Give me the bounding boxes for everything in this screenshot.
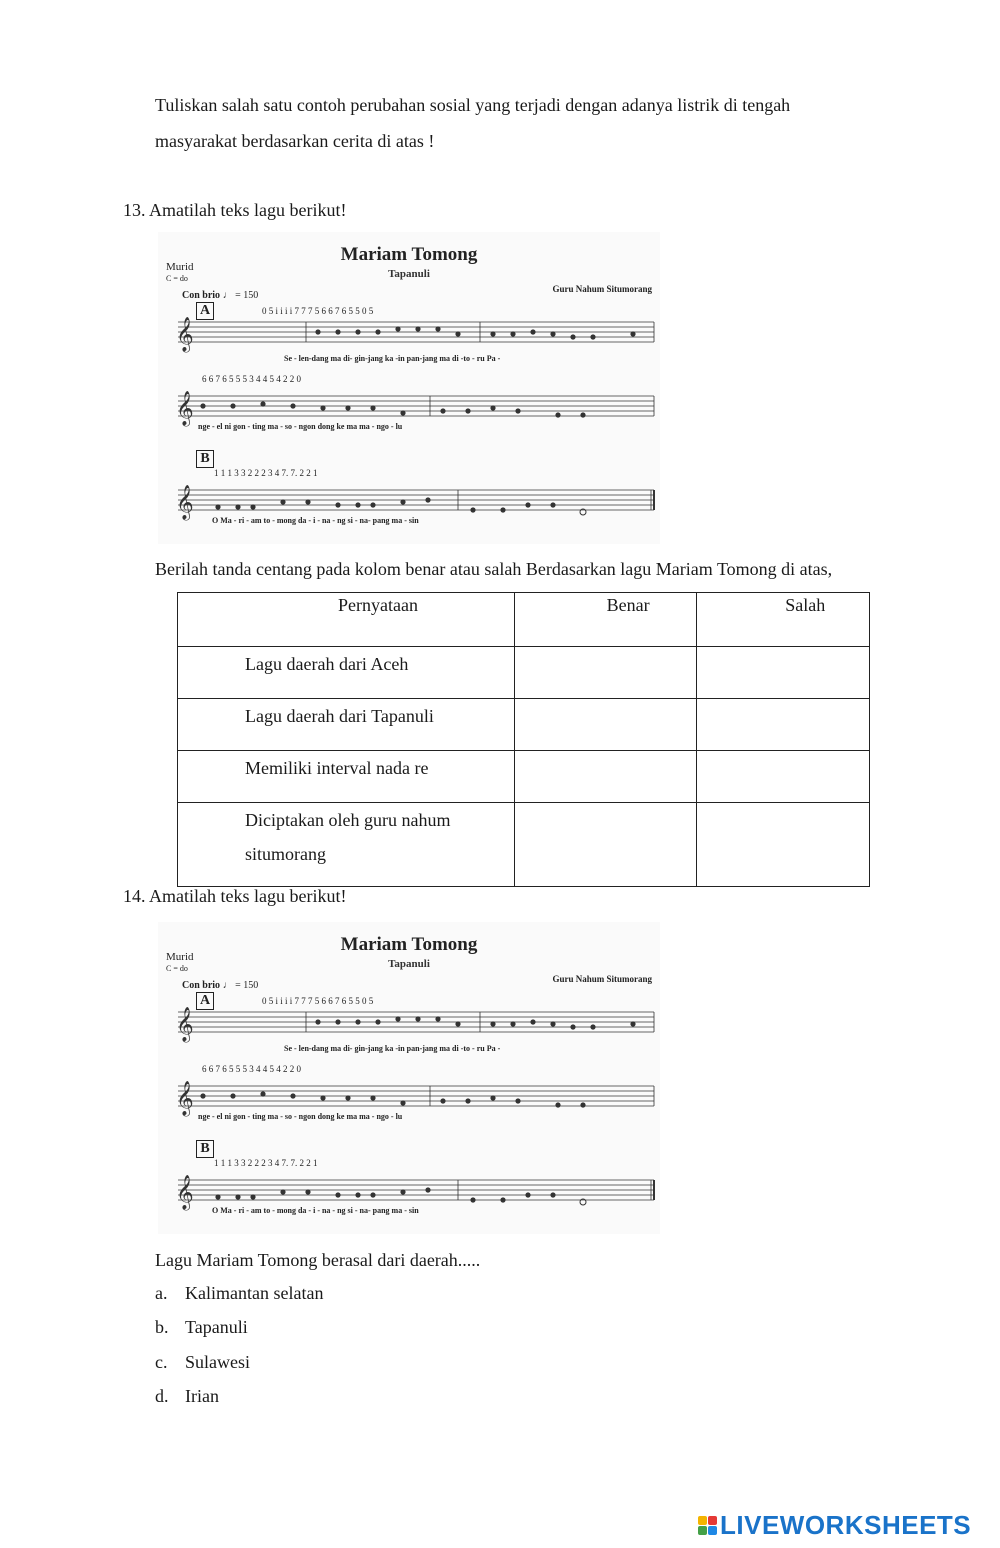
- option-text: Tapanuli: [185, 1317, 248, 1337]
- score-row2-lyrics: nge - el ni gon - ting ma - so - ngon dong ke ma ma - ngo - lu: [198, 1112, 403, 1121]
- statement-text: Lagu daerah dari Tapanuli: [245, 706, 434, 726]
- score-row3-numbers: 1 1 1 3 3 2 2 2 3 4 7. 7. 2 2 1: [214, 1158, 318, 1168]
- table-header-row: [178, 593, 870, 647]
- option-d[interactable]: [155, 1386, 219, 1407]
- score-tempo: Con brio ♩ = 150: [182, 290, 259, 301]
- svg-text:𝄞: 𝄞: [176, 485, 194, 520]
- true-checkbox-cell[interactable]: [514, 751, 697, 803]
- svg-text:𝄞: 𝄞: [176, 1081, 194, 1116]
- intro-line-2: masyarakat berdasarkan cerita di atas !: [155, 131, 435, 151]
- option-letter: b.: [155, 1317, 169, 1337]
- liveworksheets-logo-icon: [698, 1516, 717, 1535]
- svg-text:𝄞: 𝄞: [176, 1007, 194, 1042]
- section-a-marker: A: [196, 302, 214, 320]
- score-subtitle: Tapanuli: [388, 958, 430, 970]
- q13-instruction: Berilah tanda centang pada kolom benar atau salah Berdasarkan lagu Mariam Tomong di atas,: [155, 559, 833, 579]
- false-checkbox-cell[interactable]: [697, 803, 870, 887]
- score-composer: Guru Nahum Situmorang: [552, 284, 652, 294]
- table-row: [178, 647, 870, 699]
- option-text: Irian: [185, 1386, 219, 1406]
- song-score-image-1: [158, 232, 660, 544]
- score-row3-lyrics: O Ma - ri - am to - mong da - i - na - ng si - na- pang ma - sin: [212, 1206, 419, 1215]
- brand-name: LIVEWORKSHEETS: [720, 1509, 972, 1540]
- header-statement: Pernyataan: [178, 593, 515, 647]
- table-row: [178, 699, 870, 751]
- true-checkbox-cell[interactable]: [514, 803, 697, 887]
- q14-question: Lagu Mariam Tomong berasal dari daerah.....: [155, 1250, 481, 1270]
- svg-text:𝄞: 𝄞: [176, 317, 194, 352]
- option-text: Kalimantan selatan: [185, 1283, 324, 1303]
- false-checkbox-cell[interactable]: [697, 751, 870, 803]
- score-row1-lyrics: Se - len-dang ma di- gin-jang ka -in pan-jang ma di -to - ru Pa -: [284, 354, 501, 363]
- true-checkbox-cell[interactable]: [514, 647, 697, 699]
- score-tempo: Con brio ♩ = 150: [182, 980, 259, 991]
- score-row3-numbers: 1 1 1 3 3 2 2 2 3 4 7. 7. 2 2 1: [214, 468, 318, 478]
- liveworksheets-logo: [698, 1508, 971, 1542]
- section-a-marker: A: [196, 992, 214, 1010]
- score-row1-numbers: 0 5 i i i i 7 7 7 5 6 6 7 6 5 5 0 5: [262, 996, 374, 1006]
- statement-text: Diciptakan oleh guru nahum situmorang: [245, 810, 451, 864]
- section-b-marker: B: [196, 1140, 214, 1158]
- score-subtitle: Tapanuli: [388, 268, 430, 280]
- table-row: [178, 751, 870, 803]
- score-row2-numbers: 6 6 7 6 5 5 5 3 4 4 5 4 2 2 0: [202, 374, 301, 384]
- score-row2-numbers: 6 6 7 6 5 5 5 3 4 4 5 4 2 2 0: [202, 1064, 301, 1074]
- false-checkbox-cell[interactable]: [697, 699, 870, 751]
- true-checkbox-cell[interactable]: [514, 699, 697, 751]
- option-c[interactable]: [155, 1352, 250, 1373]
- true-false-table: [177, 592, 870, 887]
- score-title: Mariam Tomong: [340, 244, 478, 265]
- score-row1-numbers: 0 5 i i i i 7 7 7 5 6 6 7 6 5 5 0 5: [262, 306, 374, 316]
- score-row3-lyrics: O Ma - ri - am to - mong da - i - na - ng si - na- pang ma - sin: [212, 516, 419, 525]
- score-title: Mariam Tomong: [340, 934, 478, 955]
- statement-text: Memiliki interval nada re: [245, 758, 429, 778]
- score-row2-lyrics: nge - el ni gon - ting ma - so - ngon dong ke ma ma - ngo - lu: [198, 422, 403, 431]
- q14-heading: 14. Amatilah teks lagu berikut!: [123, 886, 347, 906]
- option-b[interactable]: [155, 1317, 248, 1338]
- section-b-marker: B: [196, 450, 214, 468]
- svg-text:𝄞: 𝄞: [176, 1175, 194, 1210]
- statement-text: Lagu daerah dari Aceh: [245, 654, 409, 674]
- q13-heading: 13. Amatilah teks lagu berikut!: [123, 200, 347, 220]
- option-letter: a.: [155, 1283, 168, 1303]
- score-part-label: Murid C = do: [166, 951, 194, 973]
- option-letter: d.: [155, 1386, 169, 1406]
- option-a[interactable]: [155, 1283, 323, 1304]
- score-part-label: Murid C = do: [166, 261, 194, 283]
- score-composer: Guru Nahum Situmorang: [552, 974, 652, 984]
- score-row1-lyrics: Se - len-dang ma di- gin-jang ka -in pan-jang ma di -to - ru Pa -: [284, 1044, 501, 1053]
- header-false: Salah: [697, 593, 870, 647]
- song-score-image-2: [158, 922, 660, 1234]
- option-text: Sulawesi: [185, 1352, 250, 1372]
- false-checkbox-cell[interactable]: [697, 647, 870, 699]
- svg-text:𝄞: 𝄞: [176, 391, 194, 426]
- table-row: [178, 803, 870, 887]
- option-letter: c.: [155, 1352, 168, 1372]
- header-true: Benar: [514, 593, 697, 647]
- intro-line-1: Tuliskan salah satu contoh perubahan sosial yang terjadi dengan adanya listrik di tengah: [155, 95, 791, 115]
